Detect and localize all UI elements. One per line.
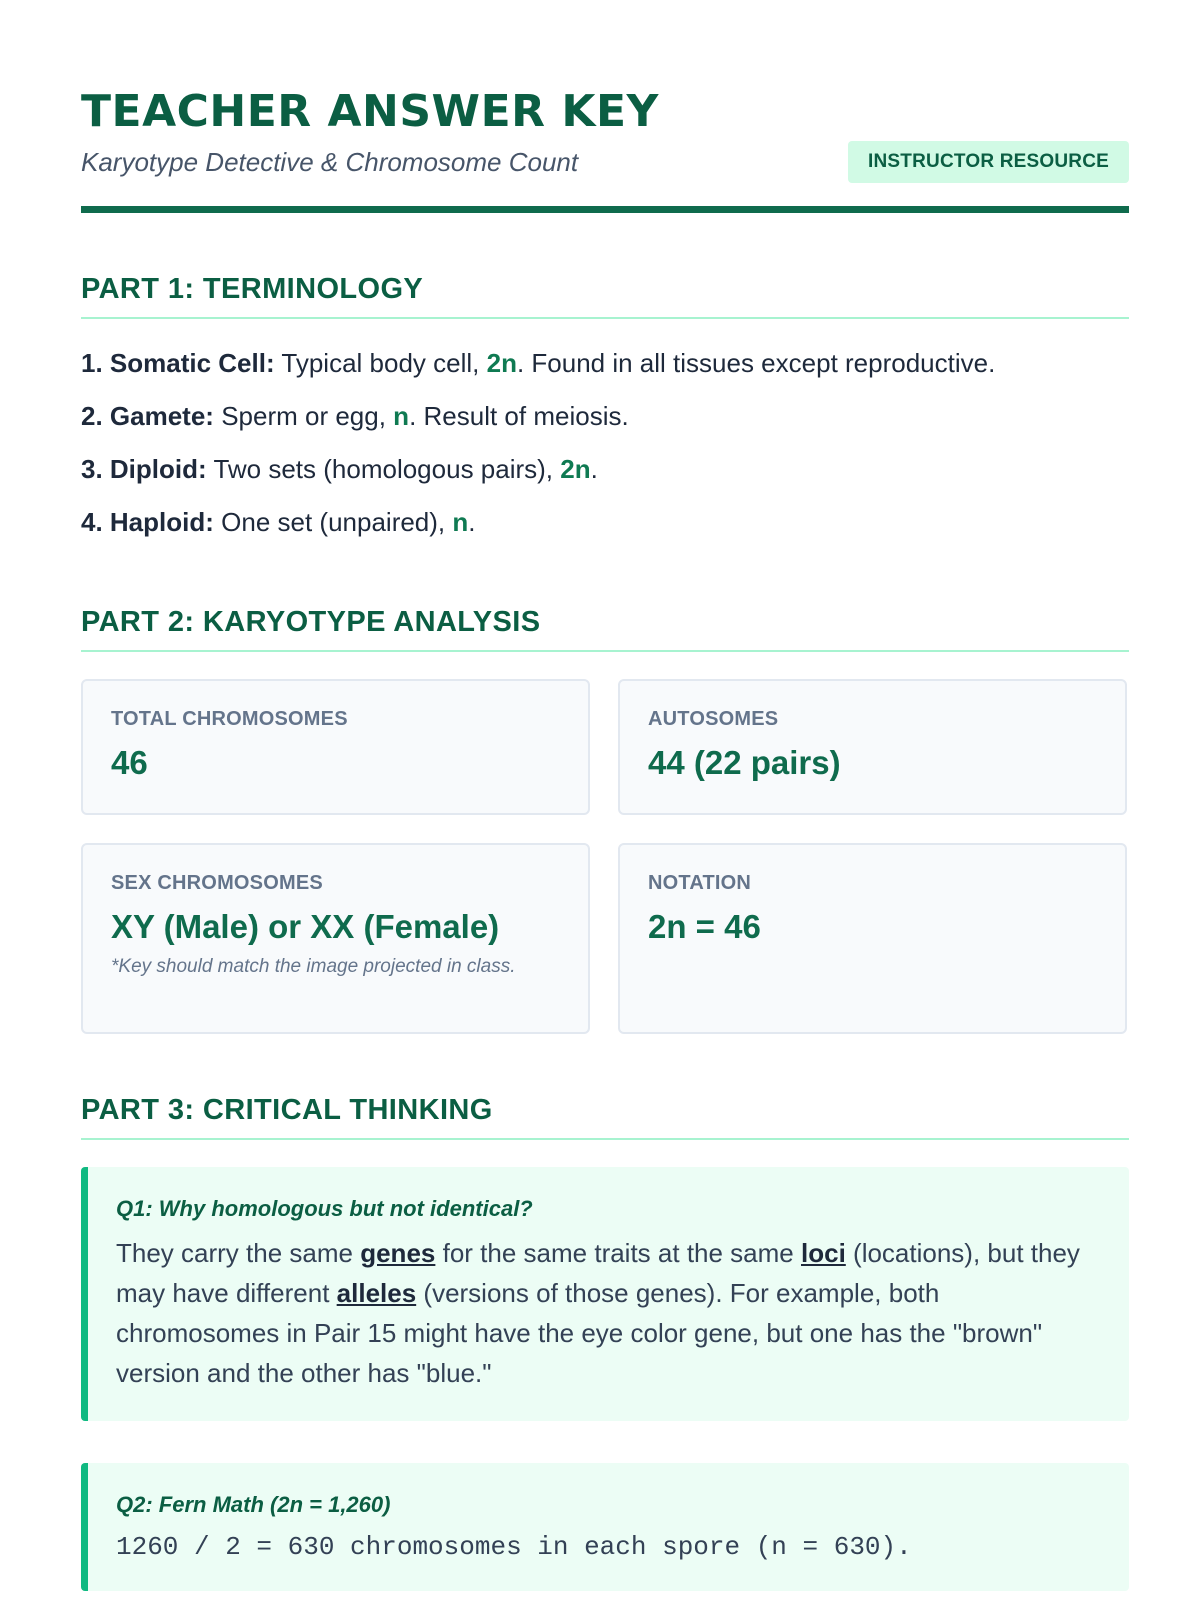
term-name: 2. Gamete: (81, 401, 214, 431)
terminology-list (81, 337, 1129, 549)
card-label: AUTOSOMES (648, 708, 779, 730)
ploidy-value: n (393, 401, 410, 431)
sex-chromosomes-card (81, 843, 590, 1034)
list-item (81, 443, 1129, 496)
page-header (81, 0, 1129, 213)
question-answer: 1260 / 2 = 630 chromosomes in each spore (n = 630). (116, 1532, 912, 1562)
term-definition-end: . Found in all tissues except reproductive. (516, 348, 996, 378)
term-definition-end: . (590, 454, 598, 484)
card-note: *Key should match the image projected in class. (111, 956, 516, 977)
keyword: genes (360, 1238, 436, 1268)
karyotype-section (81, 604, 1129, 1034)
keyword: alleles (336, 1278, 417, 1308)
page-title: TEACHER ANSWER KEY (81, 86, 659, 137)
term-name: 1. Somatic Cell: (81, 348, 275, 378)
terminology-heading: PART 1: TERMINOLOGY (81, 271, 1129, 319)
answer-text: (versions of those genes). For example, both chromosomes in Pair 15 might have the eye color gene, but one has the "brown" version and the other has "blue." (116, 1278, 1043, 1388)
keyword: loci (801, 1238, 846, 1268)
question-1-callout (81, 1167, 1129, 1421)
notation-card (618, 843, 1127, 1034)
ploidy-value: 2n (486, 348, 517, 378)
term-definition: Two sets (homologous pairs), (213, 454, 554, 484)
card-label: TOTAL CHROMOSOMES (111, 708, 348, 730)
ploidy-value: n (452, 507, 469, 537)
autosomes-card (618, 679, 1127, 815)
term-definition-end: . (468, 507, 476, 537)
question-title: Q1: Why homologous but not identical? (116, 1196, 533, 1221)
question-title: Q2: Fern Math (2n = 1,260) (116, 1492, 391, 1517)
card-value: XY (Male) or XX (Female) (111, 908, 500, 945)
list-item (81, 496, 1129, 549)
answer-key-page (81, 0, 1129, 1591)
term-definition: Typical body cell, (281, 348, 480, 378)
list-item (81, 390, 1129, 443)
answer-text: for the same traits at the same (442, 1238, 794, 1268)
term-definition: Sperm or egg, (221, 401, 386, 431)
card-label: SEX CHROMOSOMES (111, 872, 323, 894)
card-label: NOTATION (648, 872, 752, 894)
term-name: 3. Diploid: (81, 454, 207, 484)
list-item (81, 337, 1129, 390)
karyotype-heading: PART 2: KARYOTYPE ANALYSIS (81, 604, 1129, 652)
term-name: 4. Haploid: (81, 507, 214, 537)
critical-thinking-section (81, 1092, 1129, 1591)
question-answer (116, 1233, 1093, 1393)
page-subtitle: Karyotype Detective & Chromosome Count (81, 146, 579, 177)
total-chromosomes-card (81, 679, 590, 815)
answer-text: They carry the same (116, 1238, 353, 1268)
terminology-section (81, 271, 1129, 549)
term-definition-end: . Result of meiosis. (409, 401, 629, 431)
ploidy-value: 2n (560, 454, 591, 484)
subtitle-row (81, 142, 1129, 182)
card-value: 46 (111, 744, 148, 781)
instructor-badge: INSTRUCTOR RESOURCE (848, 141, 1129, 183)
header-divider (81, 206, 1129, 213)
card-value: 44 (22 pairs) (648, 744, 841, 781)
term-definition: One set (unpaired), (221, 507, 446, 537)
critical-thinking-heading: PART 3: CRITICAL THINKING (81, 1092, 1129, 1140)
question-2-callout (81, 1463, 1129, 1591)
karyotype-card-grid (81, 679, 1129, 1034)
card-value: 2n = 46 (648, 908, 761, 945)
answer-text: (locations), but they may have different (116, 1238, 1080, 1308)
